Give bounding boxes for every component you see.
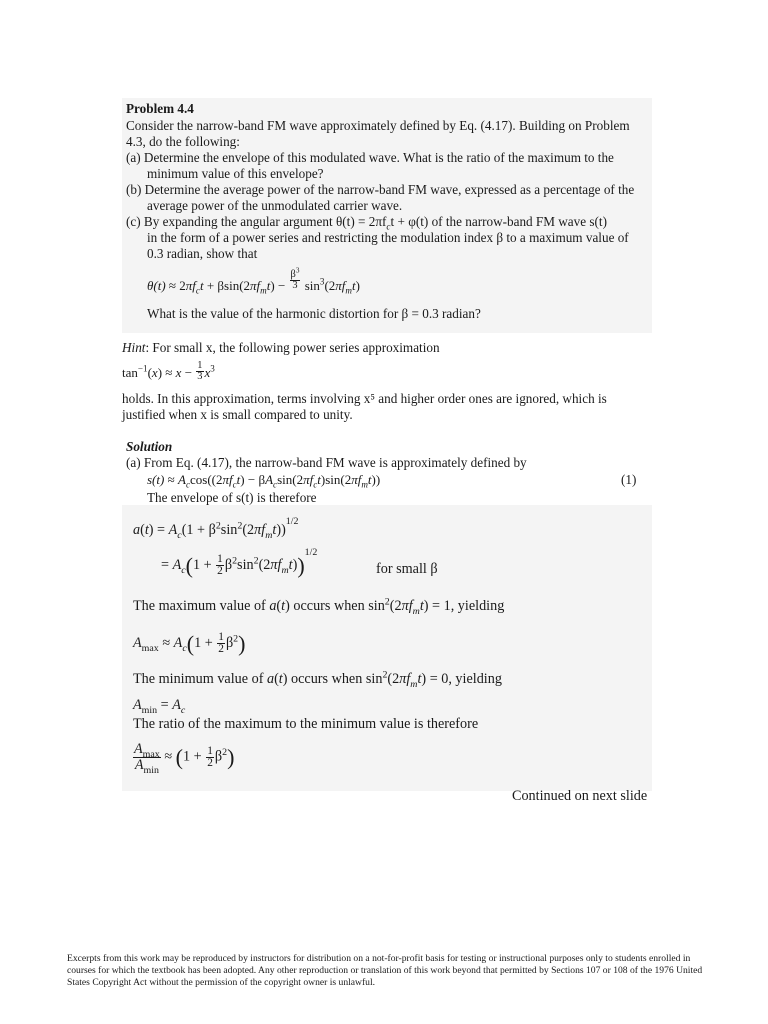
problem-part-a-line-1: (a) Determine the envelope of this modulated wave. What is the ratio of the maximum to the	[126, 150, 614, 165]
problem-intro-line-1: Consider the narrow-band FM wave approximately defined by Eq. (4.17). Building on Problem	[126, 118, 630, 133]
problem-part-b-line-2: average power of the unmodulated carrier wave.	[147, 198, 403, 213]
for-small-beta: for small β	[376, 561, 438, 577]
solution-label: Solution	[126, 439, 173, 454]
hint-line-2: holds. In this approximation, terms involving x⁵ and higher order ones are ignored, which is	[122, 391, 607, 406]
hint-line-1: Hint: For small x, the following power series approximation	[122, 340, 440, 355]
hint-equation: $\tan^{-1}(x) \approx x$ − $\frac{1}{3}$ $x^3$	[122, 360, 215, 383]
problem-title: Problem 4.4	[126, 101, 194, 116]
solution-equation-1: $s(t) \approx A_c\cos((2\pi f_ct) - \beta A_c\sin(2\pi f_ct)\sin(2\pi f_mt))$	[147, 472, 381, 490]
envelope-line: The envelope of s(t) is therefore	[147, 490, 317, 505]
problem-part-a-line-2: minimum value of this envelope?	[147, 166, 324, 181]
problem-part-b-line-1: (b) Determine the average power of the narrow-band FM wave, expressed as a percentage of the	[126, 182, 635, 197]
hint-label: Hint	[122, 340, 146, 355]
copyright-footer: Excerpts from this work may be reproduced by instructors for distribution on a not-for-profit basis for testing or instructional purposes only to students enrolled in courses for which the textbook has been adopted. Any other reproduction or translation of this work beyond that permitted by Sections 107 or 108 of the 1976 United States Copyright Act without the permission of the copyright owner is unlawful.	[67, 953, 703, 988]
problem-part-c-line-3: 0.3 radian, show that	[147, 246, 258, 261]
part-c-question: What is the value of the harmonic distortion for β = 0.3 radian?	[147, 306, 481, 321]
envelope-equation-2: = $A_c(1$ + $\frac{1}{2}$ $\beta^2\sin^2(2\pi f_mt))^{1/2}$	[161, 547, 318, 578]
problem-part-c-line-1: (c) By expanding the angular argument $\theta(t) = 2\pi f_ct + \varphi(t)$ of the narrow-band FM wave s(t)	[126, 214, 607, 232]
amin-equation: $A_{min} = A_c$	[133, 697, 186, 716]
part-c-equation: $\theta(t) \approx 2\pi f_ct + \beta\sin(2\pi f_mt)$ − $\frac{\beta^3}{3}$ $\sin^3(2\pi f_mt)$	[147, 266, 360, 296]
minimum-line: The minimum value of a(t) occurs when $\sin^2(2\pi f_mt) = 0$, yielding	[133, 669, 502, 690]
part-c-text-start: (c) By expanding the angular argument θ(t) = 2πf	[126, 214, 387, 229]
envelope-equation-1: $a(t) = A_c(1 + \beta^2\sin^2(2\pi f_mt))^{1/2}$	[133, 516, 299, 541]
problem-part-c-line-2: in the form of a power series and restricting the modulation index β to a maximum value of	[147, 230, 629, 245]
continued-note: Continued on next slide	[512, 788, 648, 804]
hint-line-3: justified when x is small compared to unity.	[122, 407, 353, 422]
maximum-line: The maximum value of a(t) occurs when $\sin^2(2\pi f_mt) = 1$, yielding	[133, 596, 505, 617]
ratio-line: The ratio of the maximum to the minimum value is therefore	[133, 716, 479, 732]
part-c-text-rest: t + φ(t) of the narrow-band FM wave s(t)	[390, 214, 607, 229]
equation-number: (1)	[621, 472, 637, 487]
amax-equation: $A_{max} \approx A_c(1$ + $\frac{1}{2}$ $\beta^2$)	[133, 630, 246, 656]
ratio-equation: $A_{max}$ $A_{min}$ ≈ (1 + $\frac{1}{2}$ $\beta^2$)	[134, 741, 235, 776]
solution-a-line-1: (a) From Eq. (4.17), the narrow-band FM wave is approximately defined by	[126, 455, 527, 470]
problem-intro-line-2: 4.3, do the following:	[126, 134, 240, 149]
